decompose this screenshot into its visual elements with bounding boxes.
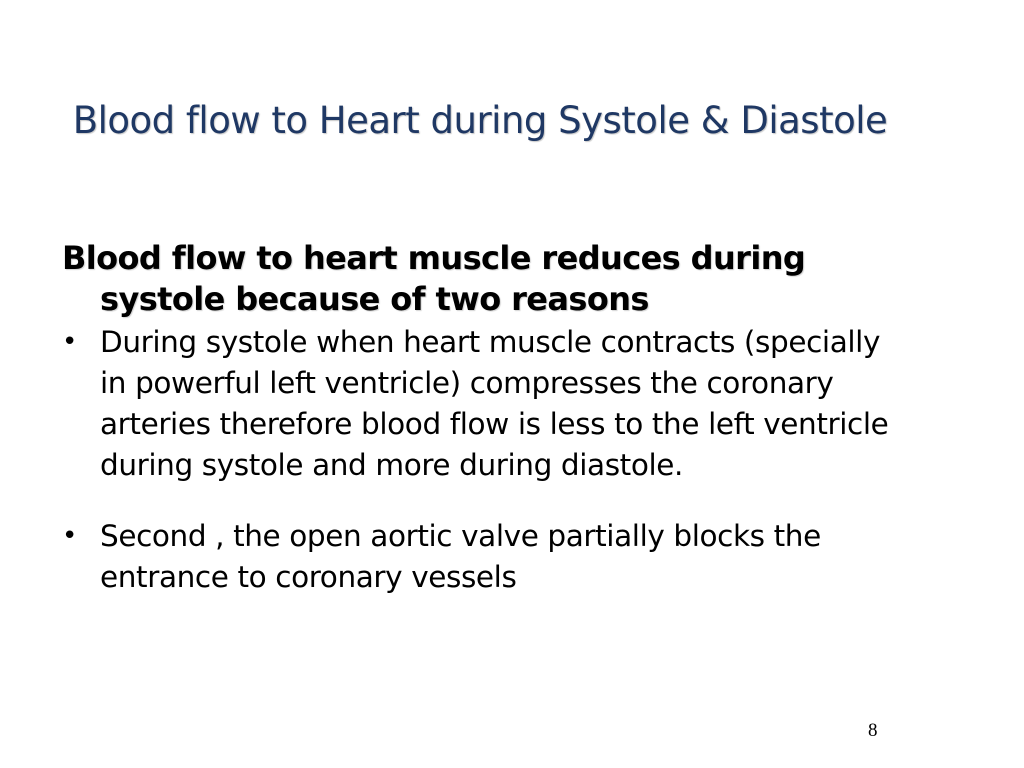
bullet-marker-icon: •: [62, 521, 77, 551]
slide-content: [62, 238, 912, 598]
lead-statement: Blood flow to heart muscle reduces during systole because of two reasons: [62, 239, 806, 318]
bullet-text: During systole when heart muscle contracts (specially in powerful left ventricle) compresses the coronary arteries therefore blood flow is less to the left ventricle during systole and more during diastole.: [100, 325, 889, 482]
bullet-marker-icon: •: [62, 327, 77, 357]
bullet-text: Second , the open aortic valve partially blocks the entrance to coronary vessels: [100, 519, 821, 594]
page-number: 8: [868, 720, 878, 741]
bullet-item: [62, 516, 912, 598]
bullet-item: [62, 322, 912, 486]
slide-title: Blood flow to Heart during Systole & Diastole: [72, 99, 888, 142]
